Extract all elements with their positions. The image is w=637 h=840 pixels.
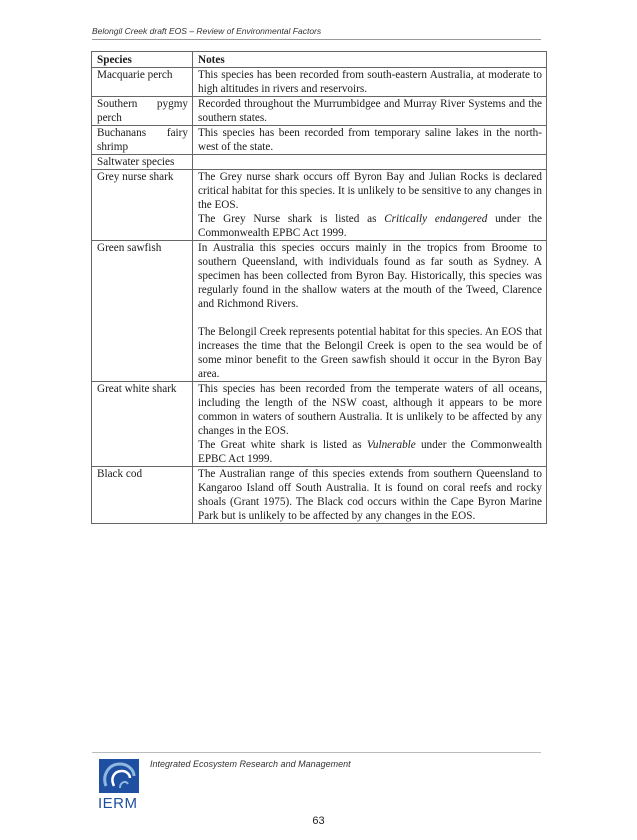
notes-column-header: Notes — [193, 52, 547, 68]
listing-status: Critically endangered — [384, 213, 488, 225]
species-column-header: Species — [92, 52, 193, 68]
notes-paragraph: The Belongil Creek represents potential habitat for this species. An EOS that increases the time that the Belongil Creek is open to the sea would be of some minor benefit to the Green sawfish should it occur in the Byron Bay area. — [198, 326, 542, 380]
ierm-logo-text: IERM — [98, 795, 138, 812]
notes-paragraph: This species has been recorded from temporary saline lakes in the north-west of the state. — [198, 127, 542, 153]
notes-paragraph: This species has been recorded from the temperate waters of all oceans, including the length of the NSW coast, although it appears to be more common in waters of southern Australia. It is unlikely to be affected by any changes in the EOS. — [198, 383, 542, 437]
notes-paragraph: The Australian range of this species extends from southern Queensland to Kangaroo Island off South Australia. It is found on coral reefs and rocky shoals (Grant 1975). The Black cod occurs within the Cape Byron Marine Park but is unlikely to be affected by any changes in the EOS. — [198, 468, 542, 522]
notes-cell — [193, 467, 547, 524]
species-cell: Buchanans fairy shrimp — [92, 126, 193, 155]
paragraph-gap — [198, 311, 542, 325]
table-row — [92, 126, 547, 155]
notes-paragraph: This species has been recorded from south-eastern Australia, at moderate to high altitudes in rivers and reservoirs. — [198, 69, 542, 95]
species-cell: Great white shark — [92, 382, 193, 467]
listing-text: The Grey Nurse shark is listed as — [198, 213, 385, 225]
species-cell: Macquarie perch — [92, 68, 193, 97]
species-cell: Southern pygmy perch — [92, 97, 193, 126]
table-row — [92, 241, 547, 382]
species-cell: Grey nurse shark — [92, 170, 193, 241]
listing-text: The Great white shark is listed as — [198, 439, 367, 451]
notes-paragraph: Recorded throughout the Murrumbidgee and Murray River Systems and the southern states. — [198, 98, 542, 124]
listing-text: under the Commonwealth EPBC Act 1999. — [198, 439, 543, 465]
notes-paragraph: In Australia this species occurs mainly in the tropics from Broome to southern Queensland, with individuals found as far south as Sydney. A specimen has been collected from Byron Bay. Historically, this species was regularly found in the shallow waters at the mouth of the Tweed, Clarence and Richmond Rivers. — [198, 242, 542, 310]
footer-rule — [92, 752, 541, 753]
listing-paragraph — [198, 438, 542, 466]
listing-text: under the Commonwealth EPBC Act 1999. — [198, 213, 543, 239]
listing-paragraph — [198, 212, 542, 240]
table-row — [92, 467, 547, 524]
table-row — [92, 68, 547, 97]
notes-cell — [193, 126, 547, 155]
notes-paragraph: The Grey nurse shark occurs off Byron Bay and Julian Rocks is declared critical habitat for this species. It is unlikely to be sensitive to any changes in the EOS. — [198, 171, 542, 211]
section-row — [92, 155, 547, 170]
listing-status: Vulnerable — [366, 439, 416, 451]
species-table — [91, 51, 547, 524]
notes-cell — [193, 68, 547, 97]
notes-cell — [193, 97, 547, 126]
notes-cell — [193, 241, 547, 382]
species-cell: Green sawfish — [92, 241, 193, 382]
table-header-row — [92, 52, 547, 68]
table-row — [92, 382, 547, 467]
section-empty-cell — [193, 155, 547, 170]
notes-cell — [193, 382, 547, 467]
running-header: Belongil Creek draft EOS – Review of Environmental Factors — [92, 26, 322, 36]
table-row — [92, 170, 547, 241]
species-cell: Black cod — [92, 467, 193, 524]
page-number: 63 — [312, 815, 325, 827]
footer-organization: Integrated Ecosystem Research and Management — [150, 759, 351, 769]
header-rule — [92, 39, 541, 40]
notes-cell — [193, 170, 547, 241]
section-label: Saltwater species — [92, 155, 193, 170]
table-row — [92, 97, 547, 126]
